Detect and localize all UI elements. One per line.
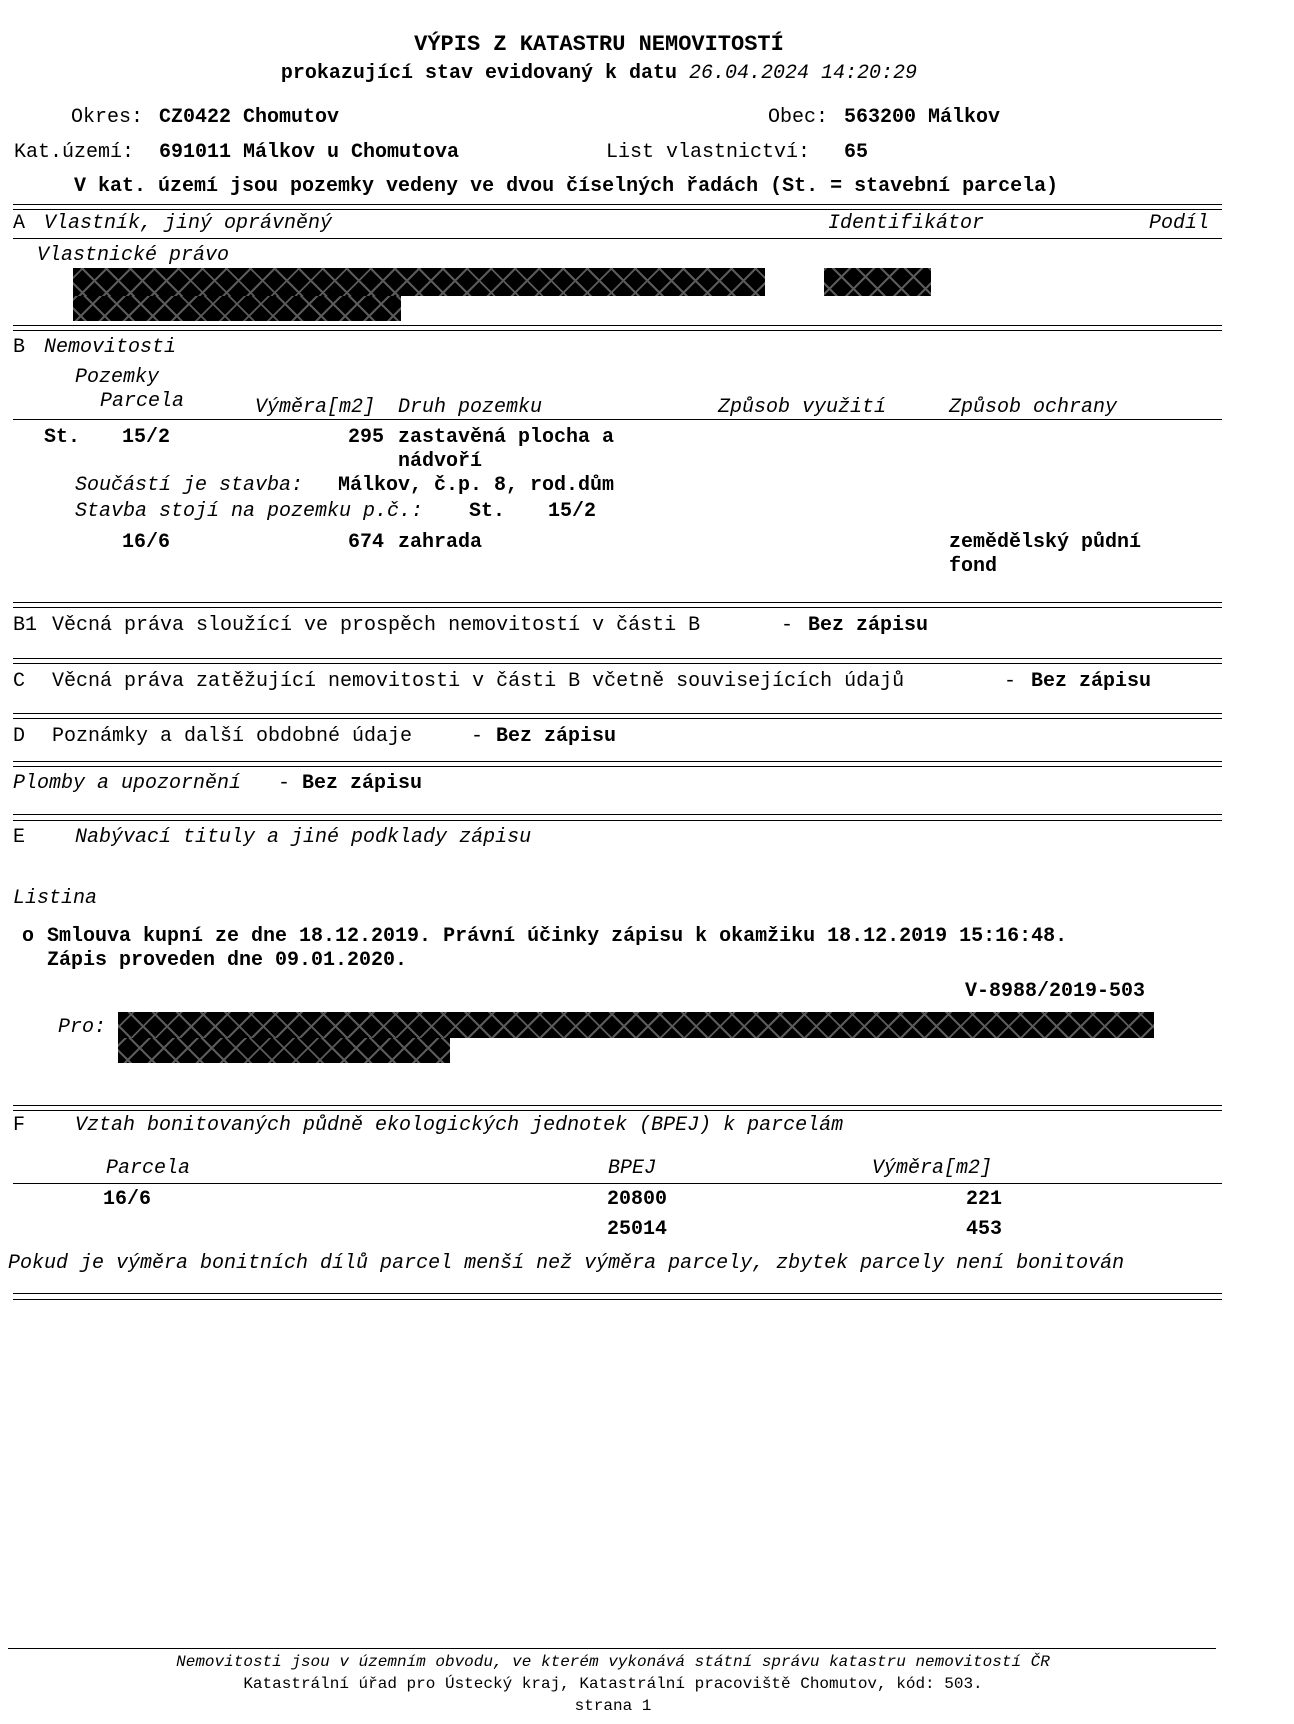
divider — [13, 238, 1222, 239]
section-b-letter: B — [13, 336, 26, 359]
footer-office: Katastrální úřad pro Ústecký kraj, Katastrální pracoviště Chomutov, kód: 503. — [243, 1675, 983, 1693]
listina-reference: V-8988/2019-503 — [964, 980, 1145, 1003]
parcel-area: 674 — [347, 531, 384, 554]
list-vlastnictvi-value: 65 — [844, 141, 869, 164]
section-d-dash: - — [471, 725, 484, 748]
parcel-druh-cont: nádvoří — [398, 450, 483, 473]
bpej-note: Pokud je výměra bonitních dílů parcel menší než výměra parcely, zbytek parcely není bonitován — [8, 1252, 1125, 1275]
footer-divider — [8, 1648, 1216, 1649]
bpej-row-area: 453 — [965, 1218, 1002, 1241]
section-f-title: Vztah bonitovaných půdně ekologických jednotek (BPEJ) k parcelám — [75, 1114, 844, 1137]
divider — [13, 325, 1222, 326]
parcel-number: 16/6 — [122, 531, 171, 554]
redacted-owner-name — [73, 268, 765, 296]
plomby-title: Plomby a upozornění — [13, 772, 242, 795]
plomby-value: Bez zápisu — [302, 772, 423, 795]
pozemky-subtitle: Pozemky — [75, 366, 160, 389]
list-vlastnictvi-label: List vlastnictví: — [606, 141, 811, 164]
section-f-letter: F — [13, 1114, 26, 1137]
col-vymera: Výměra[m2] — [255, 396, 376, 419]
document-title: VÝPIS Z KATASTRU NEMOVITOSTÍ — [414, 32, 784, 57]
cadastre-note: V kat. území jsou pozemky vedeny ve dvou číselných řadách (St. = stavební parcela) — [74, 175, 1059, 198]
parcel-ochrana: zemědělský půdní — [949, 531, 1142, 554]
section-a-letter: A — [13, 212, 26, 235]
stavba-prefix: St. — [469, 500, 506, 523]
footer-note: Nemovitosti jsou v územním obvodu, ve kterém vykonává státní správu katastru nemovitostí ČR — [176, 1653, 1050, 1671]
subtitle-date: 26.04.2024 14:20:29 — [689, 62, 918, 85]
subtitle-label: prokazující stav evidovaný k datu — [280, 62, 677, 85]
katuzemi-value: 691011 Málkov u Chomutova — [159, 141, 460, 164]
divider — [13, 1299, 1222, 1300]
stavba-value: 15/2 — [548, 500, 597, 523]
section-c-dash: - — [1004, 670, 1017, 693]
col-identifikator: Identifikátor — [828, 212, 985, 235]
redacted-owner-address — [73, 296, 401, 321]
section-d-value: Bez zápisu — [496, 725, 617, 748]
parcel-number: 15/2 — [122, 426, 171, 449]
divider — [13, 419, 1222, 420]
section-e-title: Nabývací tituly a jiné podklady zápisu — [75, 826, 532, 849]
parcel-druh: zastavěná plocha a — [398, 426, 615, 449]
redacted-recipient — [118, 1012, 1154, 1038]
divider — [13, 602, 1222, 603]
col-podil: Podíl — [1149, 212, 1210, 235]
divider — [13, 1183, 1222, 1184]
parcel-prefix: St. — [44, 426, 81, 449]
divider — [13, 1110, 1222, 1111]
divider — [13, 718, 1222, 719]
redacted-owner-identifier — [824, 268, 931, 296]
obec-label: Obec: — [767, 106, 828, 129]
section-b1-dash: - — [781, 614, 794, 637]
divider — [13, 204, 1222, 205]
redacted-recipient-address — [118, 1038, 450, 1063]
divider — [13, 209, 1222, 210]
okres-label: Okres: — [70, 106, 143, 129]
divider — [13, 658, 1222, 659]
katuzemi-label: Kat.území: — [14, 141, 135, 164]
divider — [13, 713, 1222, 714]
soucasti-label: Součástí je stavba: — [75, 474, 304, 497]
divider — [13, 1293, 1222, 1294]
col-zpusob-vyuziti: Způsob využití — [718, 396, 887, 419]
parcel-ochrana-cont: fond — [949, 555, 998, 578]
bullet: o — [22, 925, 35, 948]
divider — [13, 607, 1222, 608]
parcel-druh: zahrada — [398, 531, 483, 554]
parcel-area: 295 — [347, 426, 384, 449]
section-c-title: Věcná práva zatěžující nemovitosti v části B včetně souvisejících údajů — [52, 670, 905, 693]
pro-label: Pro: — [58, 1016, 107, 1039]
section-d-letter: D — [13, 725, 26, 748]
page-number: strana 1 — [574, 1697, 652, 1715]
divider — [13, 1105, 1222, 1106]
section-d-title: Poznámky a další obdobné údaje — [52, 725, 413, 748]
document-subtitle — [0, 62, 1198, 86]
listina-label: Listina — [13, 887, 98, 910]
vlastnicke-pravo-subtitle: Vlastnické právo — [37, 244, 230, 267]
bpej-row-code: 20800 — [607, 1188, 668, 1211]
col-parcela: Parcela — [100, 390, 185, 413]
plomby-dash: - — [278, 772, 291, 795]
okres-value: CZ0422 Chomutov — [159, 106, 340, 129]
section-b1-value: Bez zápisu — [808, 614, 929, 637]
col-f-vymera: Výměra[m2] — [872, 1157, 993, 1180]
bpej-row-area: 221 — [965, 1188, 1002, 1211]
stavba-label: Stavba stojí na pozemku p.č.: — [75, 500, 424, 523]
col-f-bpej: BPEJ — [608, 1157, 657, 1180]
divider — [13, 814, 1222, 815]
section-c-value: Bez zápisu — [1031, 670, 1152, 693]
section-b1-letter: B1 — [13, 614, 38, 637]
section-b-title: Nemovitosti — [44, 336, 177, 359]
bpej-row-parcela: 16/6 — [103, 1188, 152, 1211]
divider — [13, 761, 1222, 762]
col-zpusob-ochrany: Způsob ochrany — [949, 396, 1118, 419]
section-e-letter: E — [13, 826, 26, 849]
section-b1-title: Věcná práva sloužící ve prospěch nemovitostí v části B — [52, 614, 701, 637]
divider — [13, 820, 1222, 821]
col-druh-pozemku: Druh pozemku — [398, 396, 543, 419]
obec-value: 563200 Málkov — [844, 106, 1001, 129]
divider — [13, 663, 1222, 664]
section-c-letter: C — [13, 670, 26, 693]
section-a-title: Vlastník, jiný oprávněný — [44, 212, 333, 235]
listina-line-cont: Zápis proveden dne 09.01.2020. — [47, 949, 408, 972]
divider — [13, 766, 1222, 767]
col-f-parcela: Parcela — [106, 1157, 191, 1180]
divider — [13, 330, 1222, 331]
soucasti-value: Málkov, č.p. 8, rod.dům — [338, 474, 615, 497]
bpej-row-code: 25014 — [607, 1218, 668, 1241]
listina-line: Smlouva kupní ze dne 18.12.2019. Právní účinky zápisu k okamžiku 18.12.2019 15:16:48. — [47, 925, 1068, 948]
